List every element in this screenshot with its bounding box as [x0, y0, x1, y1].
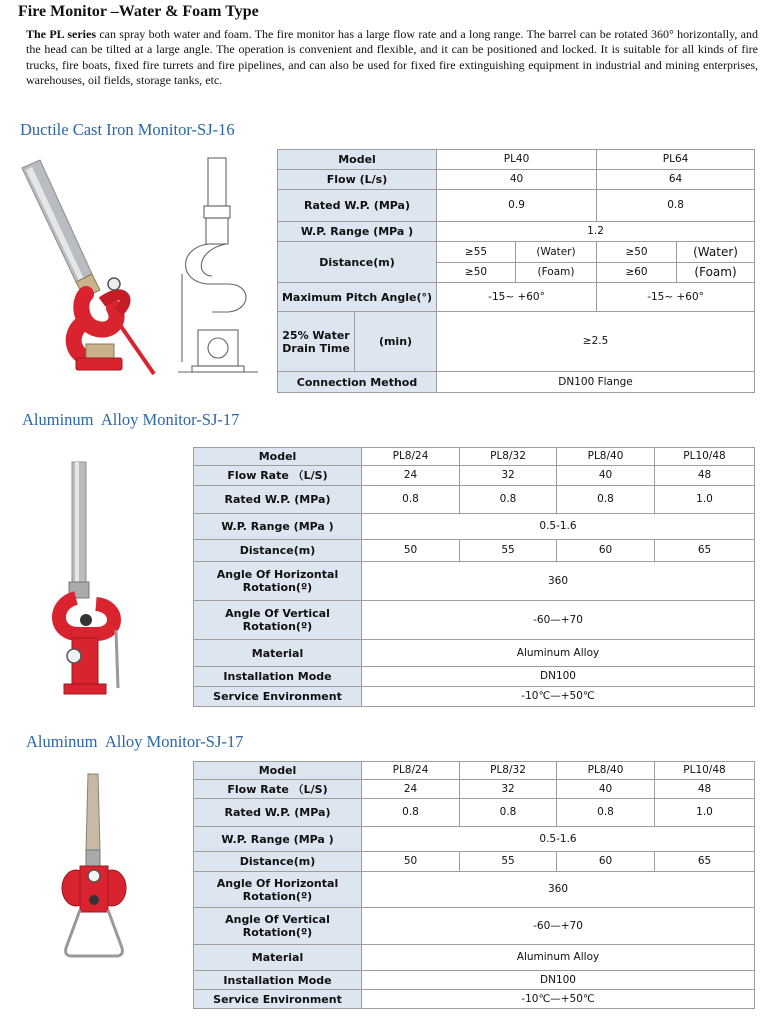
sj16-dist-foam-tag: (Foam): [516, 263, 597, 283]
sj17b-model-label: Model: [194, 762, 362, 780]
sj17a-distance-4: 65: [655, 540, 755, 562]
sj17b-model-2: PL8/32: [460, 762, 557, 780]
sj17b-wp-2: 0.8: [460, 799, 557, 827]
sj16-dist-water-tag: (Water): [516, 242, 597, 263]
sj16-wp-pl64: 0.8: [597, 190, 755, 222]
sj17b-range-label: W.P. Range (MPa ): [194, 827, 362, 852]
sj16-dist-pl40-water: ≥55: [437, 242, 516, 263]
sj16-flow-pl40: 40: [437, 170, 597, 190]
sj17a-vert-label: Angle Of Vertical Rotation(º): [194, 601, 362, 640]
sj17b-flow-label: Flow Rate （L/S): [194, 780, 362, 799]
sj17a-spec-table: [193, 447, 755, 707]
sj16-monitor-drawing: [168, 152, 274, 384]
intro-text: can spray both water and foam. The fire monitor has a large flow rate and a long range. The barrel can be rotated 360° horizontally, and the head can be tilted at a large angle. The operation is convenient and flexible, and it can be positioned and locked. It is suitable for all kinds of fire trucks, fire boats, fixed fire turrets and fire pipelines, and can also be used for fixed fire extinguishing equipment in industrial and mining enterprises, warehouses, oil fields, storage tanks, etc.: [26, 27, 759, 88]
sj17b-vert-value: -60—+70: [362, 908, 755, 945]
sj17a-model-3: PL8/40: [557, 448, 655, 466]
sj16-wp-label: Rated W.P. (MPa): [278, 190, 437, 222]
sj17a-wp-4: 1.0: [655, 486, 755, 514]
sj17a-vert-value: -60—+70: [362, 601, 755, 640]
sj16-dist-pl40-foam: ≥50: [437, 263, 516, 283]
sj17a-model-label: Model: [194, 448, 362, 466]
sj17a-flow-3: 40: [557, 466, 655, 486]
sj17b-monitor-photo: [56, 770, 136, 960]
sj17a-install-label: Installation Mode: [194, 667, 362, 687]
sj17b-wp-label: Rated W.P. (MPa): [194, 799, 362, 827]
sj16-distance-label: Distance(m): [278, 242, 437, 283]
sj17a-material-label: Material: [194, 640, 362, 667]
sj17b-wp-4: 1.0: [655, 799, 755, 827]
sj17b-spec-table: [193, 761, 755, 1009]
sj16-drain-label: 25% Water Drain Time: [278, 312, 355, 372]
sj17a-env-value: -10℃—+50℃: [362, 687, 755, 707]
sj17b-distance-2: 55: [460, 852, 557, 872]
sj17a-monitor-photo: [44, 458, 134, 708]
sj17a-env-label: Service Environment: [194, 687, 362, 707]
sj17a-material-value: Aluminum Alloy: [362, 640, 755, 667]
sj17a-horiz-label: Angle Of Horizontal Rotation(º): [194, 562, 362, 601]
sj17b-env-label: Service Environment: [194, 990, 362, 1009]
sj17b-wp-3: 0.8: [557, 799, 655, 827]
sj16-conn-value: DN100 Flange: [437, 372, 755, 393]
sj17a-horiz-value: 360: [362, 562, 755, 601]
sj16-monitor-photo: [14, 152, 164, 384]
sj17b-model-1: PL8/24: [362, 762, 460, 780]
sj16-drain-value: ≥2.5: [437, 312, 755, 372]
sj17a-model-2: PL8/32: [460, 448, 557, 466]
sj17b-vert-label: Angle Of Vertical Rotation(º): [194, 908, 362, 945]
section-title-sj16: Ductile Cast Iron Monitor-SJ-16: [20, 120, 235, 139]
sj17b-horiz-value: 360: [362, 872, 755, 908]
sj16-range-label: W.P. Range (MPa ): [278, 222, 437, 242]
sj17a-distance-label: Distance(m): [194, 540, 362, 562]
page-title: Fire Monitor –Water & Foam Type: [18, 3, 259, 20]
intro-bold: The PL series: [26, 27, 96, 41]
sj17b-distance-1: 50: [362, 852, 460, 872]
sj17a-flow-2: 32: [460, 466, 557, 486]
sj17a-install-value: DN100: [362, 667, 755, 687]
sj17a-distance-3: 60: [557, 540, 655, 562]
sj17b-distance-4: 65: [655, 852, 755, 872]
sj17b-flow-4: 48: [655, 780, 755, 799]
sj16-dist-pl64-water: ≥50: [597, 242, 677, 263]
sj16-flow-pl64: 64: [597, 170, 755, 190]
sj17b-distance-label: Distance(m): [194, 852, 362, 872]
sj16-dist-water-tag-2: (Water): [677, 242, 755, 263]
sj17a-wp-2: 0.8: [460, 486, 557, 514]
sj16-wp-pl40: 0.9: [437, 190, 597, 222]
sj17b-distance-3: 60: [557, 852, 655, 872]
sj16-model-pl64: PL64: [597, 150, 755, 170]
sj17a-distance-1: 50: [362, 540, 460, 562]
sj16-spec-table: [277, 149, 755, 393]
sj17a-range-label: W.P. Range (MPa ): [194, 514, 362, 540]
sj16-pitch-pl64: -15~ +60°: [597, 283, 755, 312]
sj16-pitch-pl40: -15~ +60°: [437, 283, 597, 312]
sj17b-range-value: 0.5-1.6: [362, 827, 755, 852]
sj17b-flow-3: 40: [557, 780, 655, 799]
section-title-sj17b: Aluminum Alloy Monitor-SJ-17: [26, 732, 244, 751]
sj17a-model-4: PL10/48: [655, 448, 755, 466]
sj16-model-pl40: PL40: [437, 150, 597, 170]
sj17a-range-value: 0.5-1.6: [362, 514, 755, 540]
sj16-pitch-label: Maximum Pitch Angle(°): [278, 283, 437, 312]
sj17a-flow-label: Flow Rate （L/S): [194, 466, 362, 486]
sj17a-wp-3: 0.8: [557, 486, 655, 514]
sj16-dist-pl64-foam: ≥60: [597, 263, 677, 283]
sj17a-wp-label: Rated W.P. (MPa): [194, 486, 362, 514]
sj16-flow-label: Flow (L/s): [278, 170, 437, 190]
sj16-model-label: Model: [278, 150, 437, 170]
sj17b-material-value: Aluminum Alloy: [362, 945, 755, 971]
sj17a-flow-4: 48: [655, 466, 755, 486]
sj17b-install-label: Installation Mode: [194, 971, 362, 990]
sj17b-model-4: PL10/48: [655, 762, 755, 780]
sj17b-install-value: DN100: [362, 971, 755, 990]
sj17a-model-1: PL8/24: [362, 448, 460, 466]
sj17a-wp-1: 0.8: [362, 486, 460, 514]
sj16-dist-foam-tag-2: (Foam): [677, 263, 755, 283]
sj17b-flow-1: 24: [362, 780, 460, 799]
sj16-range-value: 1.2: [437, 222, 755, 242]
section-title-sj17a: Aluminum Alloy Monitor-SJ-17: [22, 410, 240, 429]
sj17b-wp-1: 0.8: [362, 799, 460, 827]
sj16-drain-unit: (min): [355, 312, 437, 372]
intro-paragraph: [26, 27, 758, 89]
sj17b-material-label: Material: [194, 945, 362, 971]
sj17b-horiz-label: Angle Of Horizontal Rotation(º): [194, 872, 362, 908]
sj17a-flow-1: 24: [362, 466, 460, 486]
sj17b-env-value: -10℃—+50℃: [362, 990, 755, 1009]
sj17a-distance-2: 55: [460, 540, 557, 562]
sj17b-flow-2: 32: [460, 780, 557, 799]
sj17b-model-3: PL8/40: [557, 762, 655, 780]
sj16-conn-label: Connection Method: [278, 372, 437, 393]
